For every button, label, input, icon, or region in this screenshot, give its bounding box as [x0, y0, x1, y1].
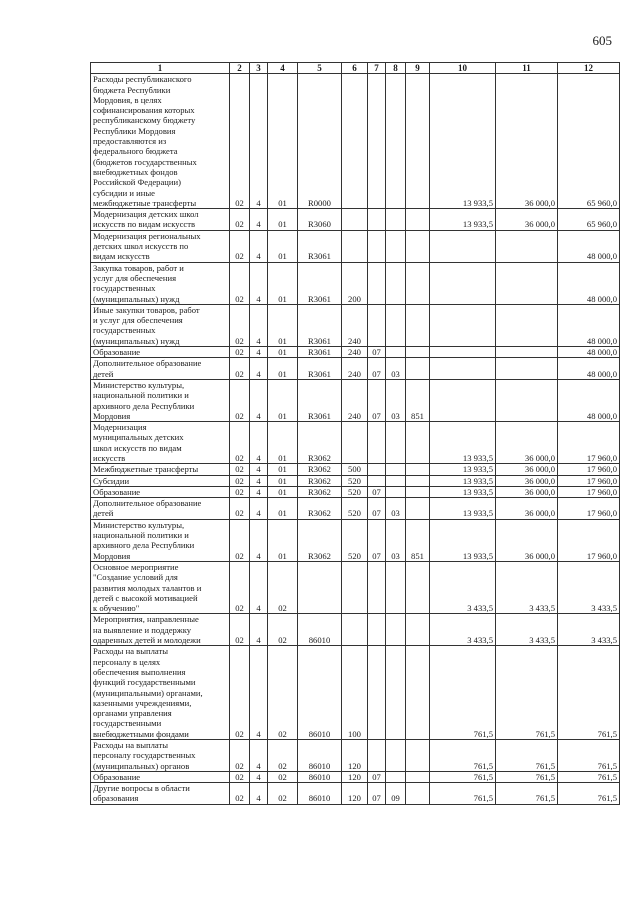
table-row [91, 498, 620, 520]
cell-col-5: R3062 [298, 486, 342, 497]
cell-col-9 [406, 262, 430, 304]
column-header: 4 [268, 63, 298, 74]
row-name: Межбюджетные трансферты [91, 464, 230, 475]
cell-col-3: 4 [250, 486, 268, 497]
cell-col-6 [342, 74, 368, 209]
cell-col-2: 02 [230, 347, 250, 358]
cell-col-7 [368, 646, 386, 740]
cell-col-12: 17 960,0 [558, 464, 620, 475]
budget-table [90, 62, 620, 805]
column-header: 10 [430, 63, 496, 74]
table-row [91, 422, 620, 464]
cell-col-2: 02 [230, 74, 250, 209]
cell-col-2: 02 [230, 358, 250, 380]
table-row [91, 379, 620, 421]
table-row [91, 464, 620, 475]
table-row [91, 74, 620, 209]
column-header: 2 [230, 63, 250, 74]
table-row [91, 262, 620, 304]
cell-col-7 [368, 74, 386, 209]
cell-col-12: 48 000,0 [558, 347, 620, 358]
table-row [91, 783, 620, 805]
cell-col-11: 3 433,5 [496, 561, 558, 613]
table-row [91, 304, 620, 346]
cell-col-4: 02 [268, 614, 298, 646]
cell-col-11 [496, 304, 558, 346]
cell-col-2: 02 [230, 740, 250, 772]
cell-col-7 [368, 262, 386, 304]
row-name: Модернизация детских школ искусств по видам искусств [91, 209, 230, 231]
cell-col-8: 09 [386, 783, 406, 805]
row-name: Дополнительное образование детей [91, 498, 230, 520]
cell-col-5: R3062 [298, 475, 342, 486]
cell-col-5: R3061 [298, 262, 342, 304]
cell-col-11: 761,5 [496, 740, 558, 772]
column-header: 11 [496, 63, 558, 74]
cell-col-2: 02 [230, 614, 250, 646]
cell-col-3: 4 [250, 498, 268, 520]
cell-col-4: 01 [268, 379, 298, 421]
cell-col-10: 13 933,5 [430, 422, 496, 464]
cell-col-8 [386, 422, 406, 464]
row-name: Модернизация муниципальных детских школ искусств по видам искусств [91, 422, 230, 464]
cell-col-9 [406, 304, 430, 346]
cell-col-11: 761,5 [496, 646, 558, 740]
cell-col-9 [406, 614, 430, 646]
cell-col-8 [386, 347, 406, 358]
cell-col-6 [342, 614, 368, 646]
cell-col-7 [368, 475, 386, 486]
cell-col-6: 240 [342, 358, 368, 380]
cell-col-6 [342, 230, 368, 262]
cell-col-5: R3060 [298, 209, 342, 231]
cell-col-8 [386, 74, 406, 209]
cell-col-9: 851 [406, 519, 430, 561]
cell-col-2: 02 [230, 646, 250, 740]
cell-col-5: 86010 [298, 646, 342, 740]
cell-col-7: 07 [368, 783, 386, 805]
cell-col-8 [386, 771, 406, 782]
cell-col-10: 3 433,5 [430, 614, 496, 646]
table-row [91, 209, 620, 231]
cell-col-3: 4 [250, 262, 268, 304]
column-header: 12 [558, 63, 620, 74]
cell-col-6: 240 [342, 304, 368, 346]
cell-col-7 [368, 740, 386, 772]
cell-col-12: 17 960,0 [558, 475, 620, 486]
cell-col-4: 02 [268, 561, 298, 613]
cell-col-8 [386, 740, 406, 772]
cell-col-10: 13 933,5 [430, 498, 496, 520]
cell-col-8 [386, 304, 406, 346]
row-name: Основное мероприятие "Создание условий для развития молодых талантов и детей с высокой мотивацией к обучению" [91, 561, 230, 613]
cell-col-4: 01 [268, 262, 298, 304]
cell-col-9 [406, 358, 430, 380]
cell-col-12: 17 960,0 [558, 486, 620, 497]
cell-col-11: 36 000,0 [496, 519, 558, 561]
cell-col-9 [406, 561, 430, 613]
cell-col-3: 4 [250, 614, 268, 646]
cell-col-3: 4 [250, 740, 268, 772]
table-row [91, 771, 620, 782]
cell-col-3: 4 [250, 304, 268, 346]
cell-col-11: 761,5 [496, 783, 558, 805]
cell-col-12: 48 000,0 [558, 262, 620, 304]
cell-col-8 [386, 646, 406, 740]
cell-col-7: 07 [368, 358, 386, 380]
cell-col-2: 02 [230, 422, 250, 464]
cell-col-3: 4 [250, 475, 268, 486]
row-name: Закупка товаров, работ и услуг для обеспечения государственных (муниципальных) нужд [91, 262, 230, 304]
cell-col-5: 86010 [298, 783, 342, 805]
cell-col-9 [406, 209, 430, 231]
cell-col-10: 13 933,5 [430, 209, 496, 231]
cell-col-4: 01 [268, 304, 298, 346]
cell-col-11: 36 000,0 [496, 464, 558, 475]
row-name: Расходы на выплаты персоналу государственных (муниципальных) органов [91, 740, 230, 772]
cell-col-11: 36 000,0 [496, 475, 558, 486]
cell-col-3: 4 [250, 74, 268, 209]
cell-col-10: 761,5 [430, 740, 496, 772]
cell-col-10: 13 933,5 [430, 486, 496, 497]
cell-col-9 [406, 771, 430, 782]
cell-col-7 [368, 304, 386, 346]
cell-col-6 [342, 209, 368, 231]
cell-col-6: 520 [342, 486, 368, 497]
cell-col-12: 761,5 [558, 783, 620, 805]
cell-col-10: 13 933,5 [430, 519, 496, 561]
cell-col-5: R3062 [298, 422, 342, 464]
cell-col-4: 01 [268, 74, 298, 209]
cell-col-8 [386, 486, 406, 497]
cell-col-10 [430, 379, 496, 421]
cell-col-6: 100 [342, 646, 368, 740]
cell-col-4: 01 [268, 422, 298, 464]
cell-col-6 [342, 422, 368, 464]
table-row [91, 519, 620, 561]
cell-col-10 [430, 262, 496, 304]
cell-col-6: 520 [342, 519, 368, 561]
cell-col-6: 240 [342, 347, 368, 358]
cell-col-9 [406, 230, 430, 262]
table-row [91, 561, 620, 613]
cell-col-8: 03 [386, 358, 406, 380]
cell-col-8 [386, 209, 406, 231]
row-name: Субсидии [91, 475, 230, 486]
cell-col-8: 03 [386, 498, 406, 520]
row-name: Модернизация региональных детских школ искусств по видам искусств [91, 230, 230, 262]
row-name: Иные закупки товаров, работ и услуг для обеспечения государственных (муниципальных) нужд [91, 304, 230, 346]
cell-col-12: 48 000,0 [558, 304, 620, 346]
cell-col-11 [496, 379, 558, 421]
cell-col-3: 4 [250, 519, 268, 561]
cell-col-11: 36 000,0 [496, 498, 558, 520]
cell-col-8 [386, 614, 406, 646]
cell-col-4: 01 [268, 486, 298, 497]
cell-col-7: 07 [368, 347, 386, 358]
cell-col-11 [496, 262, 558, 304]
cell-col-6: 200 [342, 262, 368, 304]
cell-col-7 [368, 561, 386, 613]
cell-col-10: 761,5 [430, 771, 496, 782]
cell-col-2: 02 [230, 262, 250, 304]
row-name: Министерство культуры, национальной политики и архивного дела Республики Мордовия [91, 519, 230, 561]
table-row [91, 230, 620, 262]
cell-col-7: 07 [368, 379, 386, 421]
cell-col-6: 520 [342, 498, 368, 520]
cell-col-10: 13 933,5 [430, 475, 496, 486]
cell-col-10: 13 933,5 [430, 464, 496, 475]
cell-col-11 [496, 358, 558, 380]
row-name: Другие вопросы в области образования [91, 783, 230, 805]
cell-col-2: 02 [230, 486, 250, 497]
cell-col-5: R3061 [298, 347, 342, 358]
cell-col-2: 02 [230, 379, 250, 421]
cell-col-5: 86010 [298, 614, 342, 646]
cell-col-2: 02 [230, 771, 250, 782]
cell-col-4: 01 [268, 464, 298, 475]
cell-col-4: 01 [268, 230, 298, 262]
cell-col-6: 500 [342, 464, 368, 475]
cell-col-4: 01 [268, 209, 298, 231]
cell-col-6: 120 [342, 783, 368, 805]
cell-col-3: 4 [250, 209, 268, 231]
cell-col-11 [496, 230, 558, 262]
cell-col-5: R3061 [298, 358, 342, 380]
cell-col-4: 02 [268, 771, 298, 782]
cell-col-9 [406, 646, 430, 740]
header-row [91, 63, 620, 74]
cell-col-4: 02 [268, 740, 298, 772]
cell-col-5 [298, 561, 342, 613]
column-header: 5 [298, 63, 342, 74]
cell-col-3: 4 [250, 358, 268, 380]
cell-col-2: 02 [230, 519, 250, 561]
cell-col-4: 01 [268, 347, 298, 358]
cell-col-9 [406, 475, 430, 486]
cell-col-11: 761,5 [496, 771, 558, 782]
page-number: 605 [592, 33, 612, 48]
table-row [91, 486, 620, 497]
column-header: 1 [91, 63, 230, 74]
cell-col-7: 07 [368, 498, 386, 520]
cell-col-9 [406, 347, 430, 358]
cell-col-2: 02 [230, 209, 250, 231]
cell-col-2: 02 [230, 464, 250, 475]
cell-col-9 [406, 783, 430, 805]
cell-col-2: 02 [230, 561, 250, 613]
cell-col-11: 36 000,0 [496, 422, 558, 464]
cell-col-5: R3062 [298, 519, 342, 561]
cell-col-12: 17 960,0 [558, 519, 620, 561]
cell-col-9 [406, 464, 430, 475]
cell-col-9 [406, 486, 430, 497]
cell-col-3: 4 [250, 646, 268, 740]
row-name: Образование [91, 771, 230, 782]
table-row [91, 475, 620, 486]
cell-col-11 [496, 347, 558, 358]
cell-col-2: 02 [230, 304, 250, 346]
row-name: Расходы республиканского бюджета Республики Мордовия, в целях софинансирования которых республиканскому бюджету Республики Мордовия предоставляются из федерального бюджета (бюджетов государственных внебюджетных фондов Российской Федерации) субсидии и иные межбюджетные трансферты [91, 74, 230, 209]
cell-col-11: 3 433,5 [496, 614, 558, 646]
cell-col-12: 65 960,0 [558, 209, 620, 231]
cell-col-7: 07 [368, 486, 386, 497]
cell-col-10: 761,5 [430, 783, 496, 805]
cell-col-5: R3061 [298, 379, 342, 421]
table-row [91, 614, 620, 646]
cell-col-7 [368, 422, 386, 464]
cell-col-8 [386, 561, 406, 613]
column-header: 3 [250, 63, 268, 74]
cell-col-7: 07 [368, 771, 386, 782]
cell-col-12: 761,5 [558, 646, 620, 740]
row-name: Дополнительное образование детей [91, 358, 230, 380]
cell-col-10: 3 433,5 [430, 561, 496, 613]
cell-col-8 [386, 230, 406, 262]
cell-col-12: 17 960,0 [558, 498, 620, 520]
table-body [91, 74, 620, 804]
cell-col-7 [368, 209, 386, 231]
cell-col-9: 851 [406, 379, 430, 421]
cell-col-5: 86010 [298, 740, 342, 772]
cell-col-8 [386, 475, 406, 486]
cell-col-3: 4 [250, 379, 268, 421]
row-name: Мероприятия, направленные на выявление и поддержку одаренных детей и молодежи [91, 614, 230, 646]
cell-col-10 [430, 230, 496, 262]
cell-col-3: 4 [250, 771, 268, 782]
column-header: 8 [386, 63, 406, 74]
cell-col-2: 02 [230, 498, 250, 520]
table-row [91, 646, 620, 740]
cell-col-6: 120 [342, 740, 368, 772]
cell-col-7 [368, 614, 386, 646]
cell-col-9 [406, 422, 430, 464]
cell-col-10: 13 933,5 [430, 74, 496, 209]
cell-col-10 [430, 304, 496, 346]
cell-col-12: 3 433,5 [558, 614, 620, 646]
cell-col-4: 01 [268, 498, 298, 520]
cell-col-7 [368, 464, 386, 475]
cell-col-4: 02 [268, 783, 298, 805]
cell-col-8: 03 [386, 519, 406, 561]
cell-col-8: 03 [386, 379, 406, 421]
cell-col-6 [342, 561, 368, 613]
cell-col-6: 120 [342, 771, 368, 782]
cell-col-12: 761,5 [558, 740, 620, 772]
cell-col-3: 4 [250, 464, 268, 475]
cell-col-4: 02 [268, 646, 298, 740]
cell-col-9 [406, 498, 430, 520]
row-name: Министерство культуры, национальной политики и архивного дела Республики Мордовия [91, 379, 230, 421]
cell-col-5: 86010 [298, 771, 342, 782]
cell-col-12: 3 433,5 [558, 561, 620, 613]
cell-col-6: 520 [342, 475, 368, 486]
cell-col-4: 01 [268, 358, 298, 380]
cell-col-9 [406, 74, 430, 209]
row-name: Расходы на выплаты персоналу в целях обеспечения выполнения функций государственными (муниципальными) органами, казенными учреждениями, органами управления государственными внебюджетными фондами [91, 646, 230, 740]
cell-col-10 [430, 358, 496, 380]
cell-col-7: 07 [368, 519, 386, 561]
cell-col-2: 02 [230, 783, 250, 805]
cell-col-12: 48 000,0 [558, 230, 620, 262]
cell-col-9 [406, 740, 430, 772]
cell-col-8 [386, 262, 406, 304]
cell-col-5: R3061 [298, 230, 342, 262]
cell-col-8 [386, 464, 406, 475]
cell-col-4: 01 [268, 519, 298, 561]
cell-col-5: R3062 [298, 498, 342, 520]
cell-col-6: 240 [342, 379, 368, 421]
column-header: 7 [368, 63, 386, 74]
cell-col-5: R3061 [298, 304, 342, 346]
table-row [91, 347, 620, 358]
cell-col-12: 48 000,0 [558, 358, 620, 380]
cell-col-7 [368, 230, 386, 262]
cell-col-10: 761,5 [430, 646, 496, 740]
cell-col-12: 48 000,0 [558, 379, 620, 421]
cell-col-4: 01 [268, 475, 298, 486]
cell-col-2: 02 [230, 475, 250, 486]
row-name: Образование [91, 486, 230, 497]
cell-col-12: 761,5 [558, 771, 620, 782]
cell-col-5: R0000 [298, 74, 342, 209]
column-header: 6 [342, 63, 368, 74]
cell-col-12: 17 960,0 [558, 422, 620, 464]
cell-col-11: 36 000,0 [496, 209, 558, 231]
cell-col-3: 4 [250, 230, 268, 262]
cell-col-12: 65 960,0 [558, 74, 620, 209]
row-name: Образование [91, 347, 230, 358]
cell-col-11: 36 000,0 [496, 486, 558, 497]
cell-col-3: 4 [250, 783, 268, 805]
table-row [91, 740, 620, 772]
cell-col-3: 4 [250, 422, 268, 464]
cell-col-3: 4 [250, 347, 268, 358]
cell-col-3: 4 [250, 561, 268, 613]
cell-col-5: R3062 [298, 464, 342, 475]
column-header: 9 [406, 63, 430, 74]
cell-col-10 [430, 347, 496, 358]
table-row [91, 358, 620, 380]
cell-col-11: 36 000,0 [496, 74, 558, 209]
cell-col-2: 02 [230, 230, 250, 262]
